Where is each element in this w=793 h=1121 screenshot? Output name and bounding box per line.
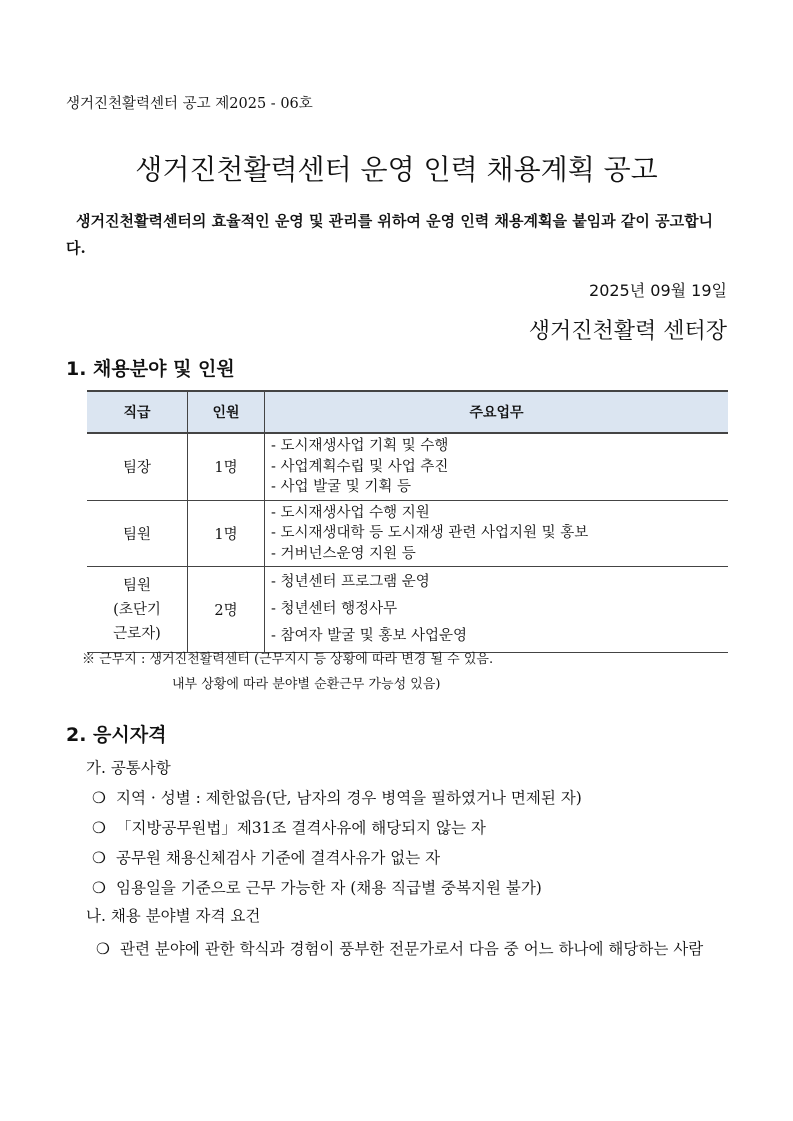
notice-number: 생거진천활력센터 공고 제2025 - 06호: [66, 96, 313, 112]
requirement-item: [92, 846, 440, 868]
requirement-text: 관련 분야에 관한 학식과 경험이 풍부한 전문가로서 다음 중 어느 하나에 해당하는 사람: [120, 940, 704, 958]
header-count: 인원: [188, 391, 265, 433]
workplace-note: ※ 근무지 : 생거진천활력센터 (근무지시 등 상황에 따라 변경 될 수 있음.: [82, 652, 494, 667]
circle-bullet-icon: ❍: [92, 849, 106, 867]
circle-bullet-icon: ❍: [92, 879, 106, 897]
duty-item: - 도시재생사업 기획 및 수행: [271, 438, 449, 454]
duty-item: - 사업계획수립 및 사업 추진: [271, 458, 449, 475]
header-rank: 직급: [87, 391, 188, 433]
rank-line: 근로자): [113, 625, 161, 642]
circle-bullet-icon: ❍: [96, 940, 110, 958]
section1-title: 1. 채용분야 및 인원: [66, 358, 235, 380]
circle-bullet-icon: ❍: [92, 789, 106, 807]
field-requirements-heading: 나. 채용 분야별 자격 요건: [86, 907, 261, 925]
common-requirements-heading: 가. 공통사항: [86, 759, 171, 777]
section2-title: 2. 응시자격: [66, 724, 167, 746]
requirement-text: 임용일을 기준으로 근무 가능한 자 (채용 직급별 중복지원 불가): [116, 879, 542, 897]
cell-count: 1명: [188, 433, 265, 500]
cell-rank: [87, 567, 188, 653]
cell-count: 1명: [188, 500, 265, 567]
requirement-item: [96, 934, 752, 964]
duty-item: - 참여자 발굴 및 홍보 사업운영: [271, 628, 468, 644]
table-row: [87, 500, 728, 567]
duty-item: - 도시재생대학 등 도시재생 관련 사업지원 및 홍보: [271, 525, 589, 541]
recruitment-table: [87, 390, 728, 653]
duty-item: - 청년센터 프로그램 운영: [271, 574, 430, 590]
requirement-item: [92, 876, 542, 898]
duty-item: - 거버넌스운영 지원 등: [271, 545, 416, 562]
requirement-text: 「지방공무원법」제31조 결격사유에 해당되지 않는 자: [116, 819, 486, 837]
duty-item: - 사업 발굴 및 기획 등: [271, 479, 412, 495]
cell-duties: [265, 433, 729, 500]
cell-duties: [265, 567, 729, 653]
requirement-item: [92, 786, 582, 808]
table-header-row: [87, 391, 728, 433]
cell-duties: [265, 500, 729, 567]
table-row: [87, 433, 728, 500]
signer: 생거진천활력 센터장: [528, 319, 727, 344]
cell-rank: 팀장: [87, 433, 188, 500]
rank-line: (초단기: [113, 601, 161, 618]
circle-bullet-icon: ❍: [92, 819, 106, 837]
notice-date: 2025년 09월 19일: [589, 281, 727, 300]
intro-paragraph: 생거진천활력센터의 효율적인 운영 및 관리를 위하여 운영 인력 채용계획을 붙임과 같이 공고합니다.: [66, 212, 714, 257]
requirement-text: 공무원 채용신체검사 기준에 결격사유가 없는 자: [116, 849, 441, 867]
document-title: 생거진천활력센터 운영 인력 채용계획 공고: [135, 153, 658, 186]
requirement-text: 지역 · 성별 : 제한없음(단, 남자의 경우 병역을 필하였거나 면제된 자): [116, 789, 582, 807]
requirement-item: [92, 816, 486, 838]
duty-item: - 도시재생사업 수행 지원: [271, 504, 430, 521]
rank-line: 팀원: [122, 577, 151, 594]
workplace-note-cont: 내부 상황에 따라 분야별 순환근무 가능성 있음): [172, 677, 441, 692]
duty-item: - 청년센터 행정사무: [271, 601, 398, 617]
cell-count: 2명: [188, 567, 265, 653]
table-row: [87, 567, 728, 653]
header-duties: 주요업무: [265, 391, 729, 433]
cell-rank: 팀원: [87, 500, 188, 567]
